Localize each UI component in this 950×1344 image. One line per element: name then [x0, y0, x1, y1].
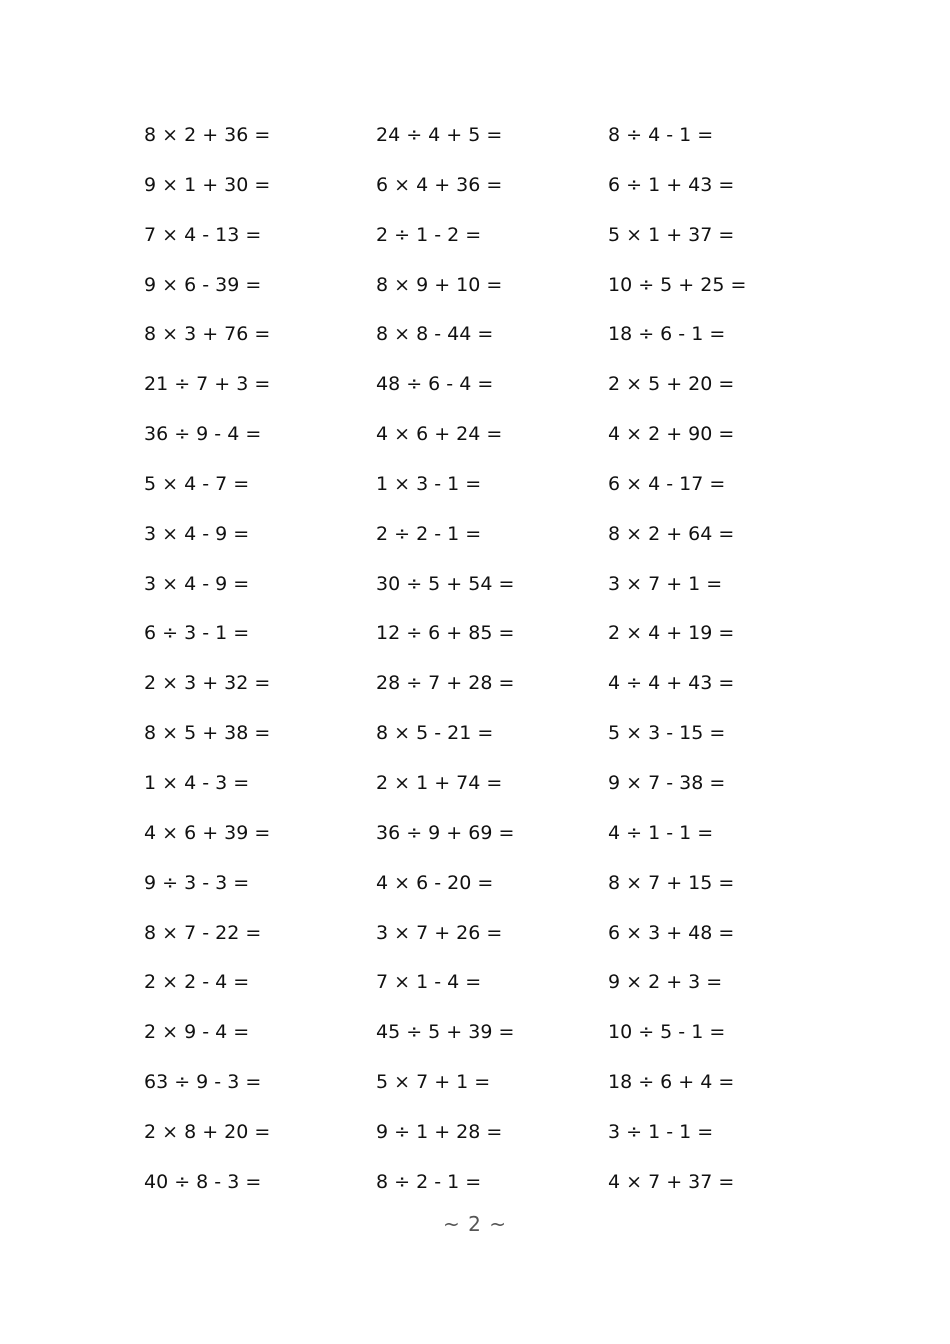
math-problem: 7 × 4 - 13 = [144, 223, 262, 246]
math-problem: 36 ÷ 9 + 69 = [376, 821, 515, 844]
math-problem: 8 × 7 + 15 = [608, 871, 735, 894]
math-problem: 9 ÷ 1 + 28 = [376, 1120, 503, 1143]
math-problem: 63 ÷ 9 - 3 = [144, 1071, 262, 1094]
math-problem: 3 × 4 - 9 = [144, 522, 250, 545]
math-problem: 18 ÷ 6 - 1 = [608, 323, 726, 346]
math-problem: 2 × 8 + 20 = [144, 1120, 271, 1143]
math-problem: 8 ÷ 2 - 1 = [376, 1170, 482, 1193]
math-problem: 48 ÷ 6 - 4 = [376, 373, 494, 396]
math-problem: 3 × 4 - 9 = [144, 572, 250, 595]
math-problem: 4 × 6 - 20 = [376, 871, 494, 894]
math-problem: 4 × 2 + 90 = [608, 423, 735, 446]
math-problem: 8 × 9 + 10 = [376, 273, 503, 296]
math-problem: 4 ÷ 1 - 1 = [608, 821, 714, 844]
math-problem: 3 × 7 + 26 = [376, 921, 503, 944]
math-problem: 2 ÷ 2 - 1 = [376, 522, 482, 545]
math-problem: 2 × 2 - 4 = [144, 971, 250, 994]
math-problem: 4 × 6 + 24 = [376, 423, 503, 446]
math-problem: 8 × 7 - 22 = [144, 921, 262, 944]
math-problem: 12 ÷ 6 + 85 = [376, 622, 515, 645]
math-problem: 6 × 3 + 48 = [608, 921, 735, 944]
math-problem: 2 × 4 + 19 = [608, 622, 735, 645]
math-problem: 2 × 9 - 4 = [144, 1021, 250, 1044]
math-problem: 36 ÷ 9 - 4 = [144, 423, 262, 446]
math-problem: 7 × 1 - 4 = [376, 971, 482, 994]
math-problem: 3 ÷ 1 - 1 = [608, 1120, 714, 1143]
math-problem: 9 × 7 - 38 = [608, 771, 726, 794]
math-problem: 28 ÷ 7 + 28 = [376, 672, 515, 695]
math-problem: 5 × 1 + 37 = [608, 223, 735, 246]
math-problem: 24 ÷ 4 + 5 = [376, 124, 503, 146]
math-problem: 8 × 2 + 36 = [144, 124, 271, 146]
math-problem: 6 × 4 - 17 = [608, 472, 726, 495]
math-problem: 2 ÷ 1 - 2 = [376, 223, 482, 246]
problem-grid [144, 111, 844, 1208]
math-problem: 6 ÷ 3 - 1 = [144, 622, 250, 645]
math-problem: 1 × 4 - 3 = [144, 771, 250, 794]
math-problem: 8 × 8 - 44 = [376, 323, 494, 346]
math-problem: 9 × 6 - 39 = [144, 273, 262, 296]
math-problem: 10 ÷ 5 - 1 = [608, 1021, 726, 1044]
math-problem: 9 × 1 + 30 = [144, 173, 271, 196]
math-problem: 8 × 2 + 64 = [608, 522, 735, 545]
math-problem: 18 ÷ 6 + 4 = [608, 1071, 735, 1094]
math-problem: 5 × 7 + 1 = [376, 1071, 491, 1094]
math-problem: 2 × 3 + 32 = [144, 672, 271, 695]
math-problem: 5 × 3 - 15 = [608, 722, 726, 745]
math-problem: 2 × 5 + 20 = [608, 373, 735, 396]
math-problem: 10 ÷ 5 + 25 = [608, 273, 747, 296]
math-problem: 5 × 4 - 7 = [144, 472, 250, 495]
page-number: ~ 2 ~ [443, 1212, 507, 1236]
math-problem: 8 × 3 + 76 = [144, 323, 271, 346]
math-problem: 6 × 4 + 36 = [376, 173, 503, 196]
math-problem: 30 ÷ 5 + 54 = [376, 572, 515, 595]
math-problem: 8 ÷ 4 - 1 = [608, 124, 714, 146]
math-problem: 2 × 1 + 74 = [376, 771, 503, 794]
math-problem: 8 × 5 + 38 = [144, 722, 271, 745]
math-problem: 45 ÷ 5 + 39 = [376, 1021, 515, 1044]
math-problem: 6 ÷ 1 + 43 = [608, 173, 735, 196]
math-problem: 8 × 5 - 21 = [376, 722, 494, 745]
math-problem: 9 ÷ 3 - 3 = [144, 871, 250, 894]
math-problem: 3 × 7 + 1 = [608, 572, 723, 595]
math-problem: 4 × 7 + 37 = [608, 1170, 735, 1193]
math-problem: 4 ÷ 4 + 43 = [608, 672, 735, 695]
math-problem: 4 × 6 + 39 = [144, 821, 271, 844]
math-problem: 1 × 3 - 1 = [376, 472, 482, 495]
math-problem: 40 ÷ 8 - 3 = [144, 1170, 262, 1193]
math-problem: 9 × 2 + 3 = [608, 971, 723, 994]
math-problem: 21 ÷ 7 + 3 = [144, 373, 271, 396]
